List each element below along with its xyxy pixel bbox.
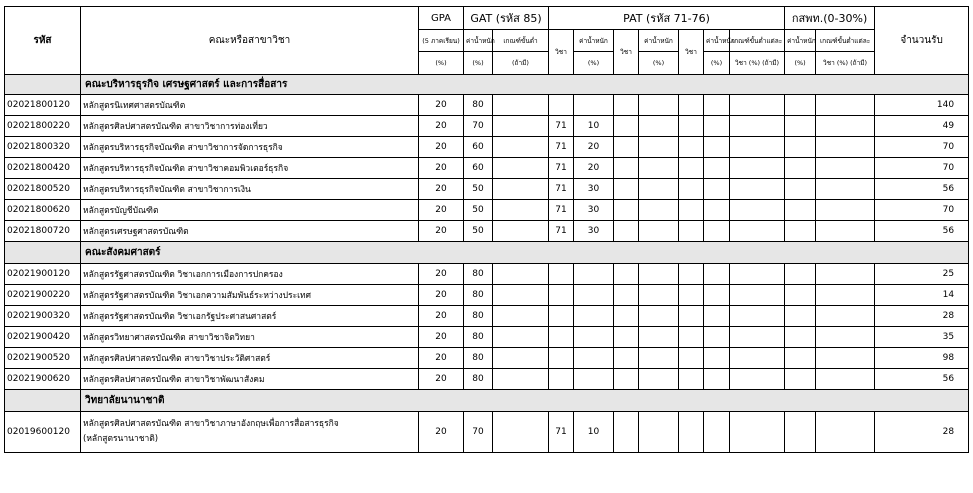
header-pat-min: เกณฑ์ขั้นต่ำแต่ละ — [730, 30, 785, 52]
row-pat-weight — [574, 95, 614, 116]
row-pat-weight: 20 — [574, 137, 614, 158]
header-gpa: GPA — [419, 7, 464, 30]
section-title: วิทยาลัยนานาชาติ — [81, 390, 969, 412]
table-row — [5, 412, 969, 453]
row-name: หลักสูตรศิลปศาสตรบัณฑิต สาขาวิชาพัฒนาสังคม — [81, 369, 419, 390]
row-code: 02021900120 — [5, 264, 81, 285]
row-code: 02021800720 — [5, 221, 81, 242]
header-gat-pct: (%) — [464, 52, 493, 75]
table-row — [5, 306, 969, 327]
row-code: 02021800220 — [5, 116, 81, 137]
row-gpa: 20 — [419, 285, 464, 306]
header-onet-min-b: วิชา (%) (ถ้ามี) — [816, 52, 875, 75]
row-quota: 25 — [875, 264, 969, 285]
row-gat: 70 — [464, 116, 493, 137]
row-name: หลักสูตรเศรษฐศาสตรบัณฑิต — [81, 221, 419, 242]
row-code: 02021900420 — [5, 327, 81, 348]
header-pat-subject-2: วิชา — [614, 30, 639, 75]
table-row — [5, 221, 969, 242]
header-onet-min: เกณฑ์ขั้นต่ำแต่ละ — [816, 30, 875, 52]
row-gpa: 20 — [419, 306, 464, 327]
row-quota: 70 — [875, 137, 969, 158]
row-name: หลักสูตรบัญชีบัณฑิต — [81, 200, 419, 221]
row-quota: 56 — [875, 179, 969, 200]
row-name: หลักสูตรนิเทศศาสตรบัณฑิต — [81, 95, 419, 116]
row-name: หลักสูตรบริหารธุรกิจบัณฑิต สาขาวิชาการจัดการธุรกิจ — [81, 137, 419, 158]
row-gpa: 20 — [419, 200, 464, 221]
header-gat-min-b: (ถ้ามี) — [493, 52, 549, 75]
row-code: 02021900320 — [5, 306, 81, 327]
admission-table — [4, 6, 969, 453]
row-name: หลักสูตรรัฐศาสตรบัณฑิต วิชาเอกการเมืองการปกครอง — [81, 264, 419, 285]
header-pat-weight-3: ค่าน้ำหนัก — [704, 30, 730, 52]
header-pat-weight-1: ค่าน้ำหนัก — [574, 30, 614, 52]
row-gpa: 20 — [419, 264, 464, 285]
header-pat-pct-2: (%) — [639, 52, 679, 75]
row-pat-weight: 30 — [574, 200, 614, 221]
row-pat-subject — [549, 95, 574, 116]
row-gat: 80 — [464, 369, 493, 390]
row-code: 02021900220 — [5, 285, 81, 306]
header-pat-pct-3: (%) — [704, 52, 730, 75]
row-gpa: 20 — [419, 348, 464, 369]
row-name-cell — [81, 412, 419, 453]
row-quota: 28 — [875, 412, 969, 453]
header-pat-subject-3: วิชา — [679, 30, 704, 75]
header-onet: กสพท.(0-30%) — [785, 7, 875, 30]
header-onet-weight: ค่าน้ำหนัก — [785, 30, 816, 52]
row-pat-weight: 10 — [574, 116, 614, 137]
row-gat: 70 — [464, 412, 493, 453]
row-quota: 98 — [875, 348, 969, 369]
header-pat-subject-1: วิชา — [549, 30, 574, 75]
table-row — [5, 264, 969, 285]
table-row — [5, 95, 969, 116]
header-onet-pct: (%) — [785, 52, 816, 75]
row-pat-weight: 30 — [574, 179, 614, 200]
row-quota: 49 — [875, 116, 969, 137]
row-code: 02021800520 — [5, 179, 81, 200]
row-name: หลักสูตรรัฐศาสตรบัณฑิต วิชาเอกความสัมพันธ์ระหว่างประเทศ — [81, 285, 419, 306]
header-gpa-sub: (5 ภาคเรียน) — [419, 30, 464, 52]
header-faculty-major: คณะหรือสาขาวิชา — [81, 7, 419, 75]
row-gat: 50 — [464, 221, 493, 242]
row-gat: 80 — [464, 327, 493, 348]
row-name: หลักสูตรศิลปศาสตรบัณฑิต สาขาวิชาการท่องเที่ยว — [81, 116, 419, 137]
row-name: หลักสูตรวิทยาศาสตรบัณฑิต สาขาวิชาจิตวิทยา — [81, 327, 419, 348]
row-code: 02021800420 — [5, 158, 81, 179]
row-gat: 80 — [464, 95, 493, 116]
row-gat: 60 — [464, 158, 493, 179]
header-pat-weight-2: ค่าน้ำหนัก — [639, 30, 679, 52]
row-gat: 80 — [464, 306, 493, 327]
row-code: 02019600120 — [5, 412, 81, 453]
table-row — [5, 179, 969, 200]
header-pat: PAT (รหัส 71-76) — [549, 7, 785, 30]
row-pat-subject: 71 — [549, 179, 574, 200]
row-gat: 50 — [464, 179, 493, 200]
table-row — [5, 200, 969, 221]
row-name: หลักสูตรศิลปศาสตรบัณฑิต สาขาวิชาภาษาอังกฤษเพื่อการสื่อสารธุรกิจ — [83, 419, 339, 429]
row-pat-subject: 71 — [549, 221, 574, 242]
row-gpa: 20 — [419, 137, 464, 158]
row-gat: 60 — [464, 137, 493, 158]
row-code: 02021800620 — [5, 200, 81, 221]
row-gat: 80 — [464, 348, 493, 369]
row-quota: 70 — [875, 158, 969, 179]
row-gpa: 20 — [419, 116, 464, 137]
row-name-note: (หลักสูตรนานาชาติ) — [83, 434, 159, 444]
row-pat-subject: 71 — [549, 158, 574, 179]
header-code: รหัส — [5, 7, 81, 75]
header-pat-pct-1: (%) — [574, 52, 614, 75]
row-name: หลักสูตรศิลปศาสตรบัณฑิต สาขาวิชาประวัติศาสตร์ — [81, 348, 419, 369]
row-gpa: 20 — [419, 221, 464, 242]
row-gat: 80 — [464, 264, 493, 285]
row-code: 02021900620 — [5, 369, 81, 390]
section-title: คณะบริหารธุรกิจ เศรษฐศาสตร์ และการสื่อสาร — [81, 75, 969, 95]
header-gpa-pct: (%) — [419, 52, 464, 75]
header-quota: จำนวนรับ — [875, 7, 969, 75]
row-pat-subject: 71 — [549, 200, 574, 221]
row-gpa: 20 — [419, 179, 464, 200]
header-gat-weight: ค่าน้ำหนัก — [464, 30, 493, 52]
table-row — [5, 327, 969, 348]
row-quota: 56 — [875, 221, 969, 242]
row-pat-weight: 20 — [574, 158, 614, 179]
row-pat-subject: 71 — [549, 137, 574, 158]
table-row — [5, 116, 969, 137]
row-pat-weight: 30 — [574, 221, 614, 242]
row-quota: 140 — [875, 95, 969, 116]
row-gpa: 20 — [419, 95, 464, 116]
row-quota: 70 — [875, 200, 969, 221]
row-code: 02021900520 — [5, 348, 81, 369]
row-quota: 35 — [875, 327, 969, 348]
header-gat: GAT (รหัส 85) — [464, 7, 549, 30]
row-name: หลักสูตรรัฐศาสตรบัณฑิต วิชาเอกรัฐประศาสนศาสตร์ — [81, 306, 419, 327]
header-pat-min-b: วิชา (%) (ถ้ามี) — [730, 52, 785, 75]
row-gat: 80 — [464, 285, 493, 306]
table-row — [5, 348, 969, 369]
table-row — [5, 369, 969, 390]
row-quota: 56 — [875, 369, 969, 390]
table-row — [5, 285, 969, 306]
row-code: 02021800120 — [5, 95, 81, 116]
table-row — [5, 158, 969, 179]
row-name: หลักสูตรบริหารธุรกิจบัณฑิต สาขาวิชาการเงิน — [81, 179, 419, 200]
header-gat-min: เกณฑ์ขั้นต่ำ — [493, 30, 549, 52]
row-pat-weight: 10 — [574, 412, 614, 453]
row-pat-subject: 71 — [549, 412, 574, 453]
row-pat-subject: 71 — [549, 116, 574, 137]
table-row — [5, 137, 969, 158]
row-quota: 28 — [875, 306, 969, 327]
row-gpa: 20 — [419, 327, 464, 348]
row-gpa: 20 — [419, 369, 464, 390]
row-gat: 50 — [464, 200, 493, 221]
row-code: 02021800320 — [5, 137, 81, 158]
row-quota: 14 — [875, 285, 969, 306]
section-title: คณะสังคมศาสตร์ — [81, 242, 969, 264]
row-gpa: 20 — [419, 412, 464, 453]
row-gpa: 20 — [419, 158, 464, 179]
row-name: หลักสูตรบริหารธุรกิจบัณฑิต สาขาวิชาคอมพิวเตอร์ธุรกิจ — [81, 158, 419, 179]
